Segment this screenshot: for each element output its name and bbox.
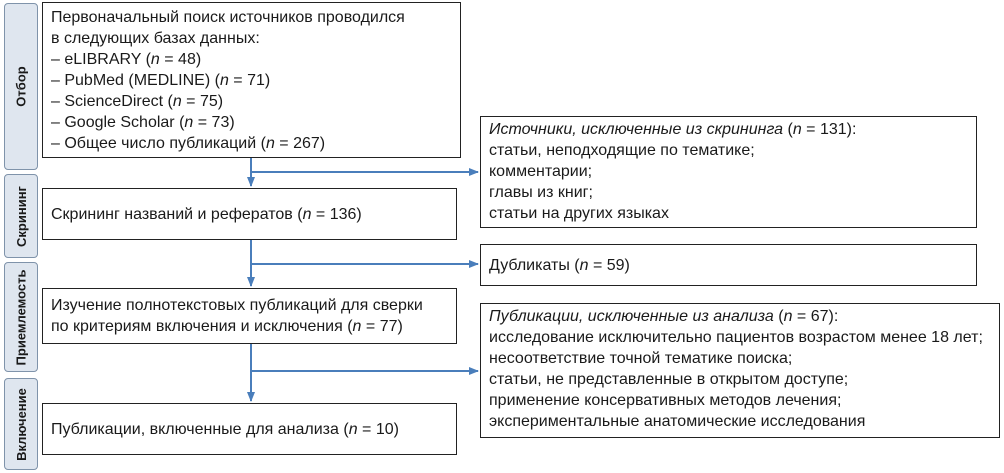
search-intro-line-1: Первоначальный поиск источников проводился bbox=[51, 9, 405, 26]
screening-box: Скрининг названий и рефератов (n = 136) bbox=[42, 188, 457, 240]
exclusion-item: исследование исключительно пациентов возрастом менее 18 лет; bbox=[489, 329, 983, 346]
exclusion-item: комментарии; bbox=[489, 163, 593, 180]
database-item: – Google Scholar (n = 73) bbox=[51, 114, 235, 131]
exclusion-item: главы из книг; bbox=[489, 184, 593, 201]
excluded-screening-box: Источники, исключенные из скрининга (n = 131): статьи, неподходящие по тематике; комментарии; главы из книг; статьи на других языках bbox=[480, 116, 977, 228]
exclusion-item: несоответствие точной тематике поиска; bbox=[489, 350, 793, 367]
included-box: Публикации, включенные для анализа (n = 10) bbox=[42, 403, 457, 455]
exclusion-item: статьи, неподходящие по тематике; bbox=[489, 142, 755, 159]
database-item-total: – Общее число публикаций (n = 267) bbox=[51, 135, 326, 152]
excluded-analysis-box: Публикации, исключенные из анализа (n = 67): исследование исключительно пациентов возрастом менее 18 лет; несоответствие точной тематике поиска; статьи, не представленные в открытом доступе; применение консервативных методов лечения; экспериментальные анатомические исследования bbox=[480, 303, 1000, 438]
exclusion-item: статьи на других языках bbox=[489, 205, 669, 222]
phase-inclusion-label: Включение bbox=[13, 387, 29, 461]
database-item: – PubMed (MEDLINE) (n = 71) bbox=[51, 72, 271, 89]
phase-selection-label: Отбор bbox=[13, 66, 29, 107]
search-intro-line-2: в следующих базах данных: bbox=[51, 30, 260, 47]
phase-screening-label: Скрининг bbox=[13, 185, 29, 247]
exclusion-item: экспериментальные анатомические исследования bbox=[489, 413, 866, 430]
exclusion-item: применение консервативных методов лечения; bbox=[489, 392, 842, 409]
database-item: – eLIBRARY (n = 48) bbox=[51, 51, 202, 68]
eligibility-box: Изучение полнотекстовых публикаций для сверки по критериям включения и исключения (n = 77) bbox=[42, 288, 457, 344]
database-item: – ScienceDirect (n = 75) bbox=[51, 93, 224, 110]
phase-eligibility-label: Приемлемость bbox=[13, 269, 29, 365]
duplicates-box: Дубликаты (n = 59) bbox=[480, 244, 977, 286]
exclusion-item: статьи, не представленные в открытом доступе; bbox=[489, 371, 849, 388]
